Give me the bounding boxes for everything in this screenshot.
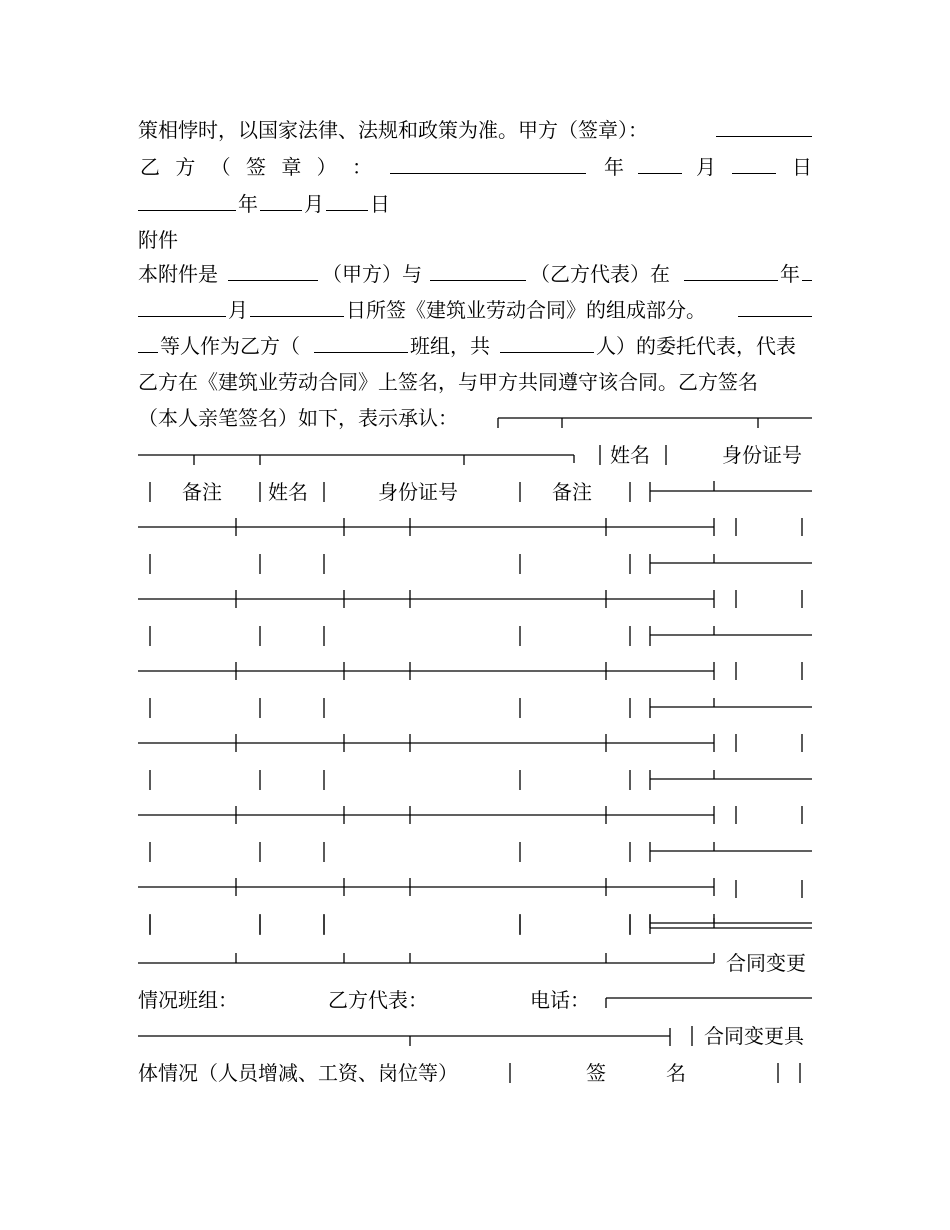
party-b-rep-label: 乙方代表： [328,988,428,1012]
month-label: 月 [304,192,324,216]
change-detail-label: 体情况（人员增减、工资、岗位等） [138,1061,458,1085]
clause-text: 策相悖时，以国家法律、法规和政策为准。甲方（签章）： [138,118,648,142]
attachment-heading: 附件 [138,228,178,252]
change-detail-label: 合同变更具 [704,1024,804,1048]
id-number-header: 身份证号 [722,443,802,467]
name-header: 姓名 [610,443,650,467]
attachment-paragraph-line: 月 日所签《建筑业劳动合同》的组成部分。 [138,292,812,328]
attachment-paragraph-line: （本人亲笔签名）如下，表示承认： [138,406,458,430]
day-label: 日 [370,192,390,216]
attachment-paragraph-line: 等人作为乙方（ 班组，共 人）的委托代表，代表 [138,328,812,364]
phone-label: 电话： [530,988,590,1012]
id-number-header: 身份证号 [378,480,458,504]
signature-label: 签 名 [586,1061,686,1085]
remark-header: 备注 [552,480,592,504]
month-label: 月 [696,155,716,179]
contract-change-label: 合同变更 [726,951,806,975]
party-b-label: 乙 方 （ 签 章 ） ： [140,155,372,179]
attachment-paragraph-line: 乙方在《建筑业劳动合同》上签名，与甲方共同遵守该合同。乙方签名 [138,370,758,394]
year-label: 年 [238,192,258,216]
team-label: 情况班组： [138,988,238,1012]
remark-header: 备注 [182,480,222,504]
attachment-paragraph-line: 本附件是 （甲方）与 （乙方代表）在 年 [138,256,812,292]
year-label: 年 [604,155,624,179]
name-header: 姓名 [268,480,308,504]
day-label: 日 [792,155,812,179]
